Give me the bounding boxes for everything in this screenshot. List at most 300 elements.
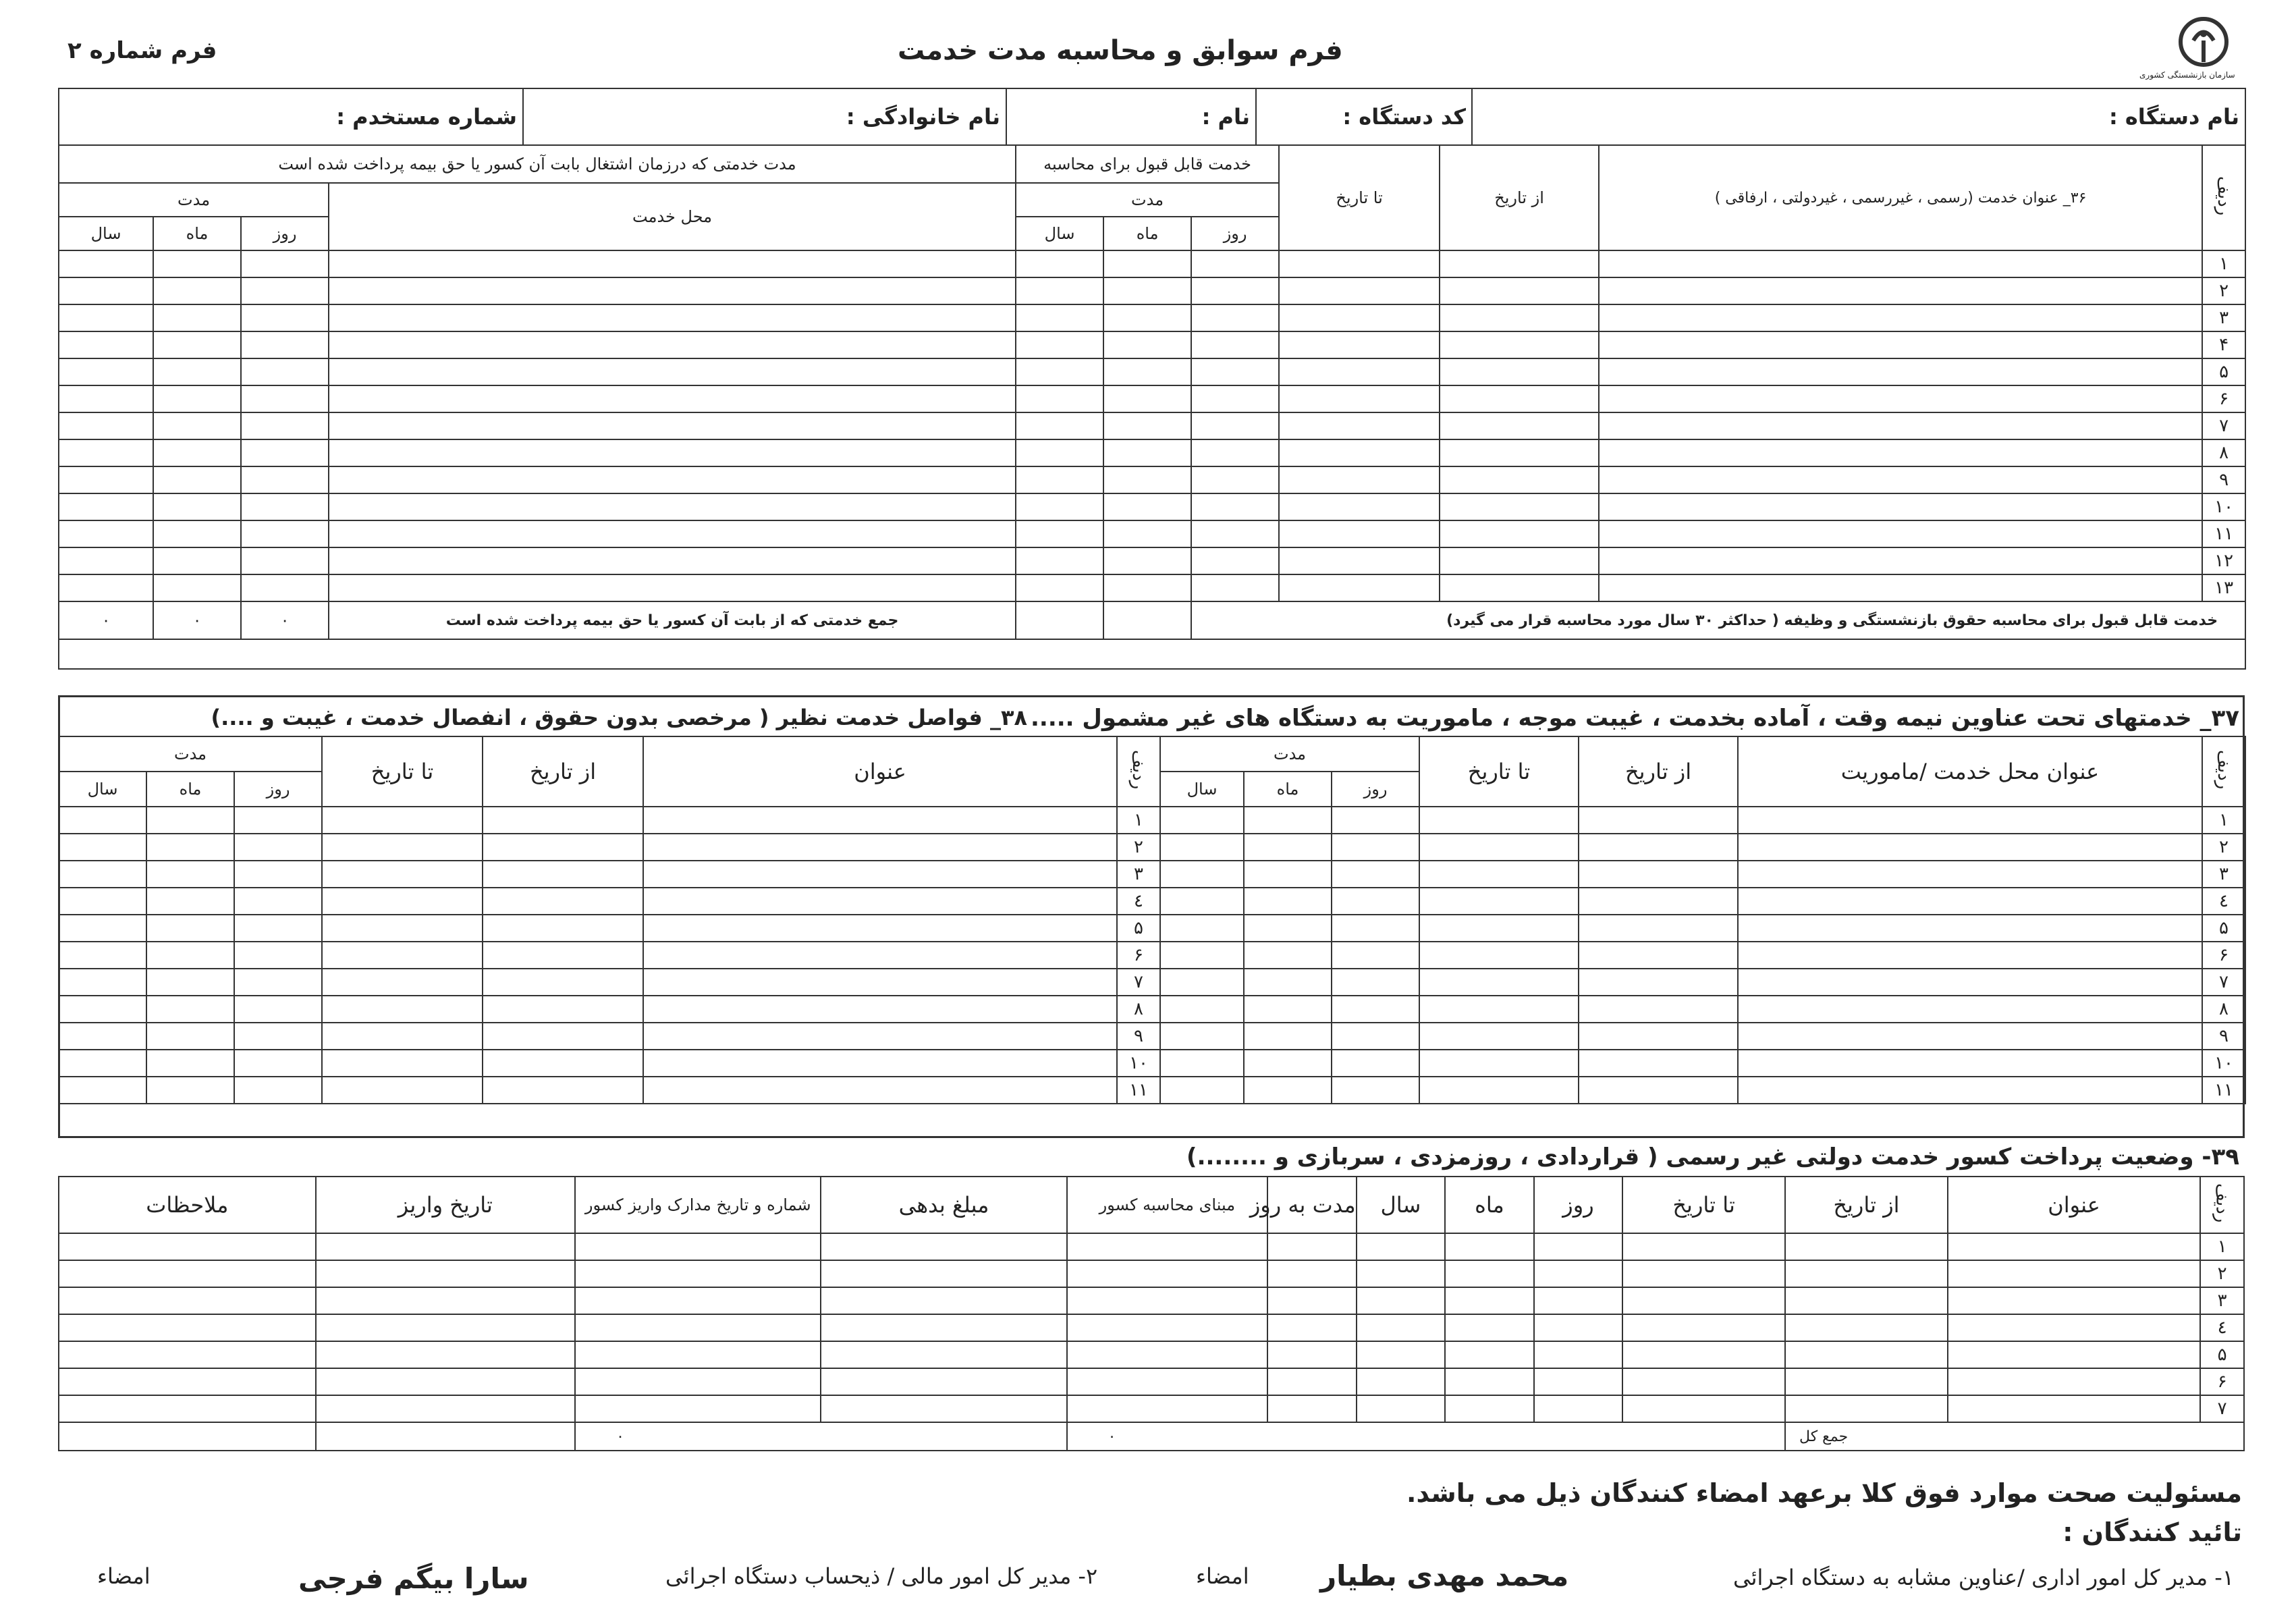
entry-cell[interactable] [1332, 834, 1419, 861]
entry-cell[interactable] [1419, 807, 1579, 834]
last-name-field[interactable] [523, 88, 1006, 145]
entry-cell[interactable] [1357, 1233, 1446, 1260]
entry-cell[interactable] [59, 277, 153, 304]
entry-cell[interactable] [1738, 996, 2202, 1023]
entry-cell[interactable] [1599, 574, 2202, 601]
entry-cell[interactable] [575, 1341, 821, 1368]
entry-cell[interactable] [59, 1314, 316, 1341]
entry-cell[interactable] [1785, 1368, 1948, 1395]
entry-cell[interactable] [1357, 1287, 1446, 1314]
entry-cell[interactable] [1103, 493, 1191, 520]
entry-cell[interactable] [329, 439, 1016, 466]
entry-cell[interactable] [1622, 1287, 1785, 1314]
entry-cell[interactable] [483, 807, 643, 834]
entry-cell[interactable] [643, 996, 1117, 1023]
entry-cell[interactable] [59, 493, 153, 520]
entry-cell[interactable] [1440, 466, 1599, 493]
entry-cell[interactable] [1599, 466, 2202, 493]
entry-cell[interactable] [1948, 1260, 2200, 1287]
entry-cell[interactable] [153, 277, 241, 304]
entry-cell[interactable] [1738, 807, 2202, 834]
entry-cell[interactable] [1445, 1395, 1534, 1422]
entry-cell[interactable] [1244, 1077, 1332, 1104]
entry-cell[interactable] [1440, 304, 1599, 331]
total-cell[interactable] [1103, 601, 1191, 639]
entry-cell[interactable] [1445, 1314, 1534, 1341]
entry-cell[interactable] [1440, 493, 1599, 520]
entry-cell[interactable] [1948, 1287, 2200, 1314]
entry-cell[interactable] [146, 915, 234, 942]
entry-cell[interactable] [1332, 915, 1419, 942]
entry-cell[interactable] [1579, 1077, 1738, 1104]
entry-cell[interactable] [322, 834, 483, 861]
entry-cell[interactable] [234, 1023, 322, 1050]
entry-cell[interactable] [1279, 412, 1440, 439]
entry-cell[interactable] [1599, 547, 2202, 574]
entry-cell[interactable] [241, 493, 329, 520]
entry-cell[interactable] [1332, 942, 1419, 969]
entry-cell[interactable] [59, 1341, 316, 1368]
entry-cell[interactable] [1103, 412, 1191, 439]
entry-cell[interactable] [1738, 942, 2202, 969]
entry-cell[interactable] [59, 250, 153, 277]
entry-cell[interactable] [329, 412, 1016, 439]
entry-cell[interactable] [316, 1368, 576, 1395]
entry-cell[interactable] [1419, 888, 1579, 915]
entry-cell[interactable] [241, 358, 329, 385]
entry-cell[interactable] [59, 942, 146, 969]
entry-cell[interactable] [153, 520, 241, 547]
entry-cell[interactable] [821, 1395, 1066, 1422]
entry-cell[interactable] [1103, 466, 1191, 493]
entry-cell[interactable] [59, 520, 153, 547]
entry-cell[interactable] [1599, 520, 2202, 547]
entry-cell[interactable] [1103, 439, 1191, 466]
entry-cell[interactable] [316, 1341, 576, 1368]
entry-cell[interactable] [59, 1395, 316, 1422]
entry-cell[interactable] [1440, 385, 1599, 412]
entry-cell[interactable] [1419, 1077, 1579, 1104]
entry-cell[interactable] [643, 942, 1117, 969]
entry-cell[interactable] [1160, 915, 1244, 942]
first-name-field[interactable] [1006, 88, 1256, 145]
entry-cell[interactable] [1244, 915, 1332, 942]
entry-cell[interactable] [1016, 574, 1103, 601]
entry-cell[interactable] [1244, 807, 1332, 834]
entry-cell[interactable] [1599, 277, 2202, 304]
entry-cell[interactable] [1067, 1287, 1267, 1314]
entry-cell[interactable] [1445, 1368, 1534, 1395]
entry-cell[interactable] [316, 1260, 576, 1287]
entry-cell[interactable] [322, 915, 483, 942]
entry-cell[interactable] [322, 807, 483, 834]
entry-cell[interactable] [1579, 1023, 1738, 1050]
entry-cell[interactable] [483, 915, 643, 942]
entry-cell[interactable] [153, 547, 241, 574]
signer2-signature[interactable]: امضاء [97, 1563, 151, 1589]
entry-cell[interactable] [153, 304, 241, 331]
entry-cell[interactable] [1534, 1368, 1623, 1395]
entry-cell[interactable] [1067, 1260, 1267, 1287]
entry-cell[interactable] [1191, 412, 1279, 439]
entry-cell[interactable] [1191, 277, 1279, 304]
entry-cell[interactable] [1419, 834, 1579, 861]
entry-cell[interactable] [1332, 969, 1419, 996]
entry-cell[interactable] [153, 412, 241, 439]
org-name-field[interactable] [1472, 88, 2245, 145]
entry-cell[interactable] [1279, 250, 1440, 277]
entry-cell[interactable] [1016, 412, 1103, 439]
entry-cell[interactable] [316, 1233, 576, 1260]
entry-cell[interactable] [1267, 1314, 1357, 1341]
entry-cell[interactable] [1160, 969, 1244, 996]
org-code-field[interactable] [1256, 88, 1472, 145]
entry-cell[interactable] [1244, 834, 1332, 861]
entry-cell[interactable] [1103, 277, 1191, 304]
entry-cell[interactable] [1599, 331, 2202, 358]
entry-cell[interactable] [643, 807, 1117, 834]
entry-cell[interactable] [59, 1050, 146, 1077]
entry-cell[interactable] [1599, 493, 2202, 520]
entry-cell[interactable] [1191, 439, 1279, 466]
entry-cell[interactable] [1579, 834, 1738, 861]
entry-cell[interactable] [1279, 277, 1440, 304]
entry-cell[interactable] [1440, 358, 1599, 385]
entry-cell[interactable] [1419, 915, 1579, 942]
entry-cell[interactable] [1244, 888, 1332, 915]
entry-cell[interactable] [483, 942, 643, 969]
entry-cell[interactable] [234, 888, 322, 915]
entry-cell[interactable] [59, 1260, 316, 1287]
entry-cell[interactable] [241, 520, 329, 547]
entry-cell[interactable] [59, 834, 146, 861]
entry-cell[interactable] [1357, 1368, 1446, 1395]
entry-cell[interactable] [1244, 942, 1332, 969]
entry-cell[interactable] [821, 1368, 1066, 1395]
entry-cell[interactable] [1160, 996, 1244, 1023]
entry-cell[interactable] [483, 1050, 643, 1077]
entry-cell[interactable] [1738, 915, 2202, 942]
entry-cell[interactable] [329, 358, 1016, 385]
entry-cell[interactable] [575, 1233, 821, 1260]
entry-cell[interactable] [483, 834, 643, 861]
entry-cell[interactable] [329, 385, 1016, 412]
entry-cell[interactable] [1579, 861, 1738, 888]
entry-cell[interactable] [1622, 1395, 1785, 1422]
entry-cell[interactable] [1579, 942, 1738, 969]
entry-cell[interactable] [59, 412, 153, 439]
entry-cell[interactable] [234, 807, 322, 834]
entry-cell[interactable] [322, 1023, 483, 1050]
entry-cell[interactable] [1445, 1341, 1534, 1368]
entry-cell[interactable] [1738, 1050, 2202, 1077]
entry-cell[interactable] [1279, 358, 1440, 385]
entry-cell[interactable] [1279, 547, 1440, 574]
entry-cell[interactable] [1160, 942, 1244, 969]
entry-cell[interactable] [1738, 1023, 2202, 1050]
entry-cell[interactable] [241, 574, 329, 601]
entry-cell[interactable] [1534, 1233, 1623, 1260]
entry-cell[interactable] [1579, 969, 1738, 996]
entry-cell[interactable] [1357, 1314, 1446, 1341]
entry-cell[interactable] [322, 861, 483, 888]
entry-cell[interactable] [643, 834, 1117, 861]
entry-cell[interactable] [1191, 466, 1279, 493]
entry-cell[interactable] [329, 547, 1016, 574]
entry-cell[interactable] [146, 834, 234, 861]
entry-cell[interactable] [1016, 466, 1103, 493]
entry-cell[interactable] [1279, 385, 1440, 412]
entry-cell[interactable] [1016, 385, 1103, 412]
entry-cell[interactable] [1267, 1287, 1357, 1314]
entry-cell[interactable] [643, 1050, 1117, 1077]
entry-cell[interactable] [1160, 861, 1244, 888]
entry-cell[interactable] [1191, 385, 1279, 412]
entry-cell[interactable] [153, 574, 241, 601]
entry-cell[interactable] [241, 385, 329, 412]
entry-cell[interactable] [1244, 861, 1332, 888]
entry-cell[interactable] [483, 888, 643, 915]
entry-cell[interactable] [1016, 439, 1103, 466]
entry-cell[interactable] [59, 888, 146, 915]
entry-cell[interactable] [1332, 807, 1419, 834]
entry-cell[interactable] [1785, 1341, 1948, 1368]
entry-cell[interactable] [241, 277, 329, 304]
entry-cell[interactable] [1738, 861, 2202, 888]
entry-cell[interactable] [1332, 1023, 1419, 1050]
entry-cell[interactable] [146, 807, 234, 834]
entry-cell[interactable] [1332, 888, 1419, 915]
entry-cell[interactable] [329, 277, 1016, 304]
entry-cell[interactable] [59, 1077, 146, 1104]
entry-cell[interactable] [1440, 520, 1599, 547]
entry-cell[interactable] [1016, 493, 1103, 520]
entry-cell[interactable] [1279, 439, 1440, 466]
entry-cell[interactable] [1016, 304, 1103, 331]
entry-cell[interactable] [1016, 277, 1103, 304]
entry-cell[interactable] [1160, 1023, 1244, 1050]
entry-cell[interactable] [1738, 834, 2202, 861]
entry-cell[interactable] [316, 1314, 576, 1341]
entry-cell[interactable] [59, 969, 146, 996]
entry-cell[interactable] [821, 1341, 1066, 1368]
entry-cell[interactable] [483, 861, 643, 888]
entry-cell[interactable] [1103, 385, 1191, 412]
entry-cell[interactable] [1103, 331, 1191, 358]
entry-cell[interactable] [146, 1077, 234, 1104]
entry-cell[interactable] [329, 250, 1016, 277]
entry-cell[interactable] [1445, 1233, 1534, 1260]
entry-cell[interactable] [1419, 969, 1579, 996]
entry-cell[interactable] [329, 304, 1016, 331]
entry-cell[interactable] [1103, 358, 1191, 385]
entry-cell[interactable] [59, 915, 146, 942]
entry-cell[interactable] [1440, 250, 1599, 277]
entry-cell[interactable] [1785, 1260, 1948, 1287]
entry-cell[interactable] [1016, 331, 1103, 358]
entry-cell[interactable] [1191, 520, 1279, 547]
entry-cell[interactable] [1738, 888, 2202, 915]
entry-cell[interactable] [1445, 1287, 1534, 1314]
entry-cell[interactable] [1016, 520, 1103, 547]
entry-cell[interactable] [1419, 996, 1579, 1023]
signer1-signature[interactable]: امضاء [1196, 1563, 1249, 1589]
entry-cell[interactable] [1067, 1314, 1267, 1341]
entry-cell[interactable] [329, 331, 1016, 358]
entry-cell[interactable] [643, 1077, 1117, 1104]
entry-cell[interactable] [59, 1368, 316, 1395]
entry-cell[interactable] [1440, 439, 1599, 466]
total-cell[interactable] [316, 1422, 576, 1451]
entry-cell[interactable] [1445, 1260, 1534, 1287]
entry-cell[interactable] [821, 1260, 1066, 1287]
entry-cell[interactable] [1534, 1260, 1623, 1287]
entry-cell[interactable] [59, 439, 153, 466]
entry-cell[interactable] [234, 915, 322, 942]
entry-cell[interactable] [146, 1023, 234, 1050]
entry-cell[interactable] [153, 493, 241, 520]
entry-cell[interactable] [575, 1260, 821, 1287]
entry-cell[interactable] [1191, 493, 1279, 520]
entry-cell[interactable] [1103, 547, 1191, 574]
entry-cell[interactable] [153, 250, 241, 277]
entry-cell[interactable] [1267, 1341, 1357, 1368]
entry-cell[interactable] [1534, 1341, 1623, 1368]
entry-cell[interactable] [1948, 1341, 2200, 1368]
entry-cell[interactable] [322, 969, 483, 996]
entry-cell[interactable] [1067, 1368, 1267, 1395]
entry-cell[interactable] [1579, 888, 1738, 915]
entry-cell[interactable] [1599, 304, 2202, 331]
entry-cell[interactable] [1948, 1368, 2200, 1395]
entry-cell[interactable] [1419, 942, 1579, 969]
entry-cell[interactable] [1440, 412, 1599, 439]
entry-cell[interactable] [59, 1233, 316, 1260]
entry-cell[interactable] [234, 861, 322, 888]
entry-cell[interactable] [1599, 250, 2202, 277]
entry-cell[interactable] [1419, 861, 1579, 888]
entry-cell[interactable] [153, 439, 241, 466]
entry-cell[interactable] [1103, 520, 1191, 547]
entry-cell[interactable] [643, 1023, 1117, 1050]
entry-cell[interactable] [234, 942, 322, 969]
entry-cell[interactable] [322, 996, 483, 1023]
entry-cell[interactable] [1067, 1233, 1267, 1260]
entry-cell[interactable] [1738, 1077, 2202, 1104]
entry-cell[interactable] [575, 1395, 821, 1422]
entry-cell[interactable] [1440, 331, 1599, 358]
entry-cell[interactable] [1599, 358, 2202, 385]
entry-cell[interactable] [483, 969, 643, 996]
entry-cell[interactable] [146, 942, 234, 969]
entry-cell[interactable] [1785, 1287, 1948, 1314]
entry-cell[interactable] [483, 996, 643, 1023]
total-cell[interactable] [59, 1422, 316, 1451]
entry-cell[interactable] [1419, 1050, 1579, 1077]
entry-cell[interactable] [1244, 1023, 1332, 1050]
entry-cell[interactable] [1440, 277, 1599, 304]
entry-cell[interactable] [821, 1233, 1066, 1260]
entry-cell[interactable] [1332, 861, 1419, 888]
entry-cell[interactable] [329, 520, 1016, 547]
entry-cell[interactable] [1622, 1341, 1785, 1368]
entry-cell[interactable] [1267, 1233, 1357, 1260]
entry-cell[interactable] [1622, 1233, 1785, 1260]
entry-cell[interactable] [241, 466, 329, 493]
entry-cell[interactable] [1160, 888, 1244, 915]
entry-cell[interactable] [1599, 385, 2202, 412]
entry-cell[interactable] [329, 466, 1016, 493]
entry-cell[interactable] [575, 1287, 821, 1314]
entry-cell[interactable] [1267, 1368, 1357, 1395]
total-cell[interactable] [1016, 601, 1103, 639]
entry-cell[interactable] [1160, 834, 1244, 861]
entry-cell[interactable] [1103, 304, 1191, 331]
entry-cell[interactable] [59, 1023, 146, 1050]
entry-cell[interactable] [1191, 250, 1279, 277]
entry-cell[interactable] [1244, 996, 1332, 1023]
entry-cell[interactable] [59, 385, 153, 412]
entry-cell[interactable] [1785, 1314, 1948, 1341]
entry-cell[interactable] [241, 412, 329, 439]
entry-cell[interactable] [1244, 1050, 1332, 1077]
entry-cell[interactable] [643, 969, 1117, 996]
entry-cell[interactable] [1191, 331, 1279, 358]
entry-cell[interactable] [575, 1368, 821, 1395]
entry-cell[interactable] [234, 996, 322, 1023]
entry-cell[interactable] [1622, 1368, 1785, 1395]
entry-cell[interactable] [153, 466, 241, 493]
entry-cell[interactable] [1419, 1023, 1579, 1050]
entry-cell[interactable] [59, 1287, 316, 1314]
entry-cell[interactable] [1067, 1341, 1267, 1368]
entry-cell[interactable] [1785, 1395, 1948, 1422]
entry-cell[interactable] [146, 861, 234, 888]
entry-cell[interactable] [322, 942, 483, 969]
entry-cell[interactable] [1357, 1395, 1446, 1422]
entry-cell[interactable] [1160, 807, 1244, 834]
entry-cell[interactable] [1948, 1314, 2200, 1341]
entry-cell[interactable] [643, 915, 1117, 942]
entry-cell[interactable] [1191, 304, 1279, 331]
entry-cell[interactable] [1579, 915, 1738, 942]
entry-cell[interactable] [1279, 466, 1440, 493]
entry-cell[interactable] [1267, 1395, 1357, 1422]
entry-cell[interactable] [1785, 1233, 1948, 1260]
entry-cell[interactable] [59, 331, 153, 358]
entry-cell[interactable] [153, 358, 241, 385]
entry-cell[interactable] [146, 888, 234, 915]
entry-cell[interactable] [1279, 520, 1440, 547]
entry-cell[interactable] [1440, 574, 1599, 601]
entry-cell[interactable] [643, 861, 1117, 888]
entry-cell[interactable] [316, 1287, 576, 1314]
entry-cell[interactable] [59, 304, 153, 331]
entry-cell[interactable] [146, 996, 234, 1023]
entry-cell[interactable] [234, 1077, 322, 1104]
entry-cell[interactable] [1948, 1395, 2200, 1422]
entry-cell[interactable] [1267, 1260, 1357, 1287]
entry-cell[interactable] [643, 888, 1117, 915]
entry-cell[interactable] [1279, 574, 1440, 601]
entry-cell[interactable] [1534, 1287, 1623, 1314]
entry-cell[interactable] [59, 861, 146, 888]
entry-cell[interactable] [241, 250, 329, 277]
entry-cell[interactable] [234, 834, 322, 861]
entry-cell[interactable] [234, 1050, 322, 1077]
entry-cell[interactable] [1191, 574, 1279, 601]
entry-cell[interactable] [1067, 1395, 1267, 1422]
